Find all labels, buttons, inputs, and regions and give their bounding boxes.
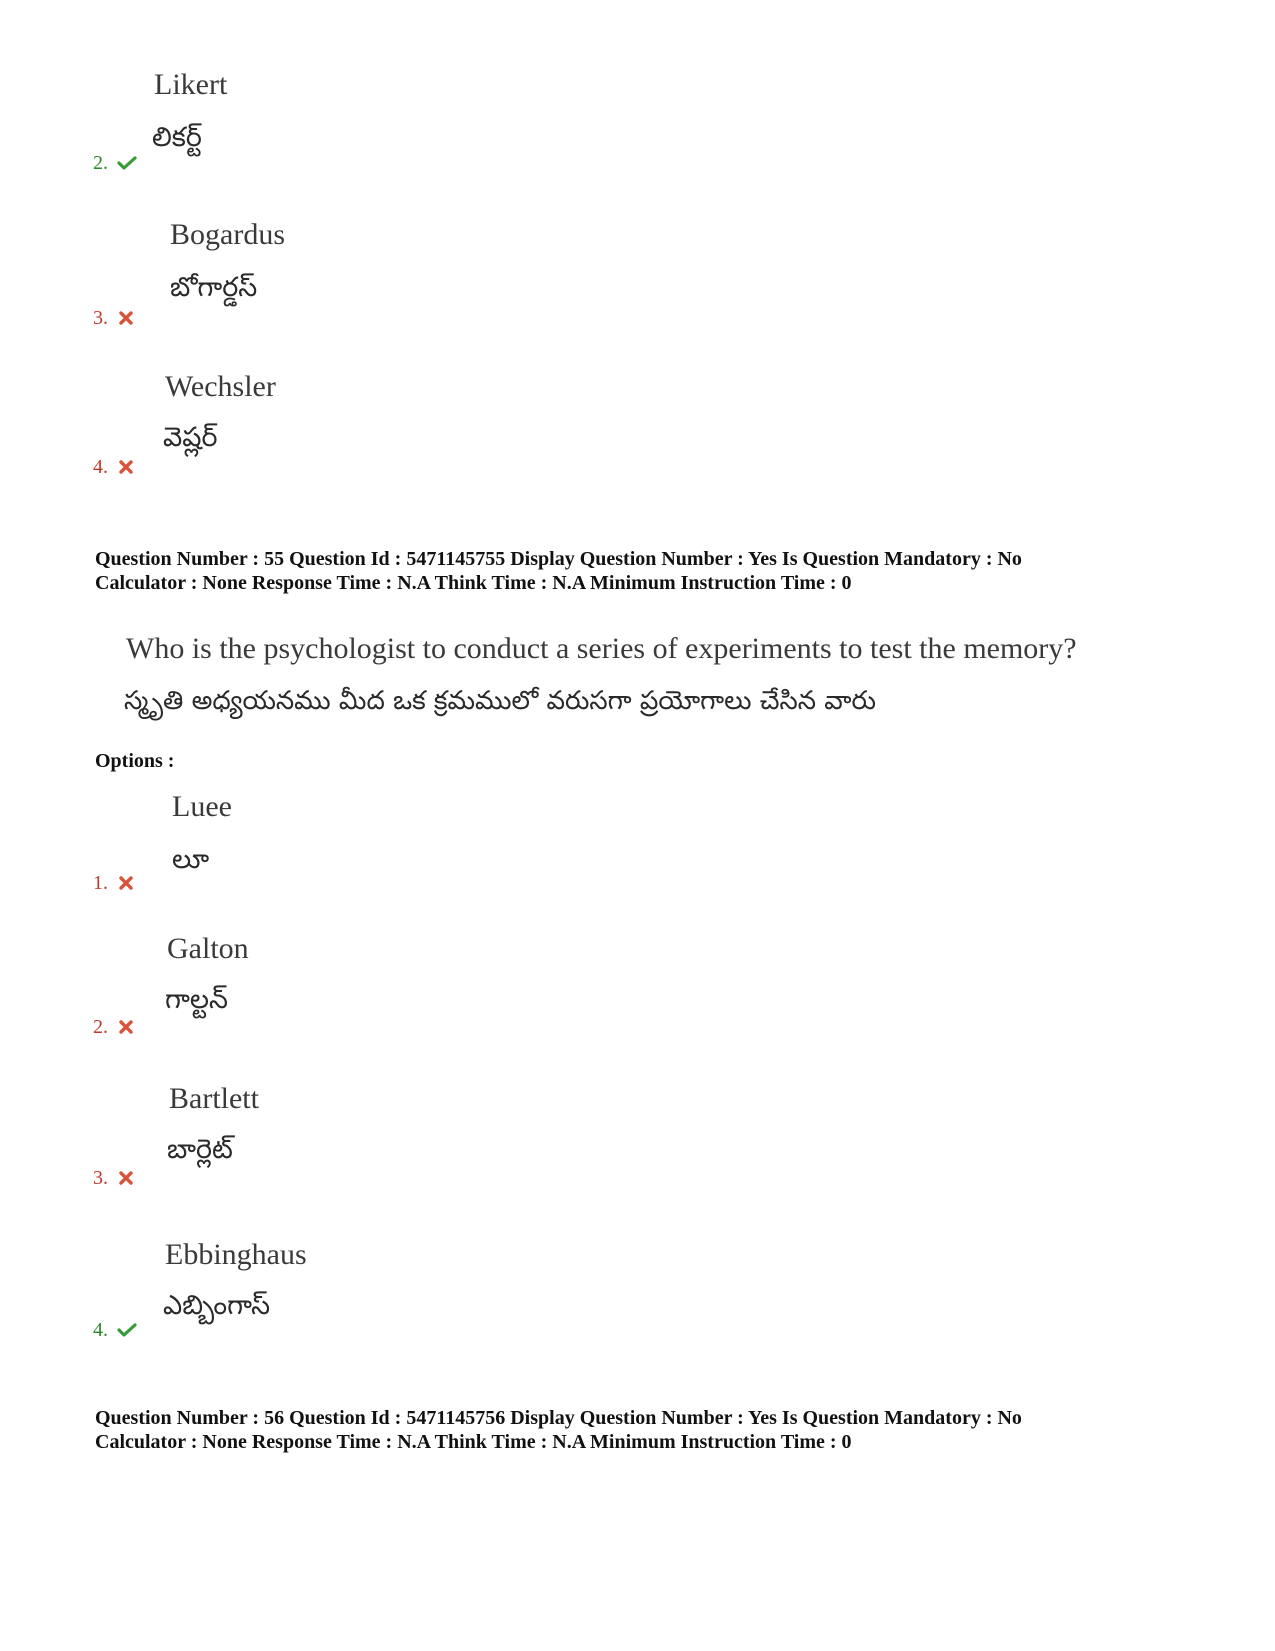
option-4-english: Wechsler (165, 370, 276, 403)
q55-option-2-marker (93, 1016, 133, 1039)
question-55-meta-line2: Calculator : None Response Time : N.A Think Time : N.A Minimum Instruction Time : 0 (95, 572, 852, 594)
option-3-marker (93, 307, 133, 330)
q55-option-3-marker (93, 1167, 133, 1190)
q55-option-4-telugu: ఎబ్బింగాస్ (163, 1290, 271, 1321)
q55-option-1-marker (93, 872, 133, 895)
q55-option-4-marker (93, 1319, 137, 1342)
cross-icon (119, 311, 133, 325)
option-number: 4. (93, 1319, 108, 1341)
question-55-meta-line1: Question Number : 55 Question Id : 5471145755 Display Question Number : Yes Is Question Mandatory : No (95, 548, 1022, 570)
q55-option-1-telugu: లూ (172, 844, 210, 875)
option-number: 3. (93, 1167, 108, 1189)
check-icon (117, 156, 137, 170)
question-56-meta-line2: Calculator : None Response Time : N.A Think Time : N.A Minimum Instruction Time : 0 (95, 1431, 852, 1453)
option-number: 3. (93, 307, 108, 329)
question-55-english: Who is the psychologist to conduct a series of experiments to test the memory? (126, 632, 1077, 665)
option-2-english: Likert (154, 68, 228, 101)
option-number: 4. (93, 456, 108, 478)
q55-option-2-english: Galton (167, 932, 249, 965)
cross-icon (119, 1020, 133, 1034)
option-4-marker (93, 456, 133, 479)
question-56-meta-line1: Question Number : 56 Question Id : 5471145756 Display Question Number : Yes Is Question Mandatory : No (95, 1407, 1022, 1429)
option-3-english: Bogardus (170, 218, 285, 251)
option-number: 2. (93, 152, 108, 174)
option-number: 2. (93, 1016, 108, 1038)
q55-option-3-telugu: బార్లెట్ (167, 1134, 233, 1165)
cross-icon (119, 460, 133, 474)
check-icon (117, 1323, 137, 1337)
option-number: 1. (93, 872, 108, 894)
option-2-telugu: లికర్ట్ (152, 122, 202, 153)
q55-option-3-english: Bartlett (169, 1082, 259, 1115)
option-2-marker (93, 152, 137, 175)
option-4-telugu: వెష్లర్ (163, 422, 218, 453)
q55-option-4-english: Ebbinghaus (165, 1238, 307, 1271)
question-55-telugu: స్మృతి అధ్యయనము మీద ఒక క్రమములో వరుసగా ప్రయోగాలు చేసిన వారు (124, 686, 876, 716)
cross-icon (119, 1171, 133, 1185)
q55-option-2-telugu: గాల్టన్ (165, 984, 228, 1015)
cross-icon (119, 876, 133, 890)
q55-option-1-english: Luee (172, 790, 232, 823)
option-3-telugu: బోగార్డస్ (170, 272, 258, 303)
options-label: Options : (95, 750, 175, 772)
